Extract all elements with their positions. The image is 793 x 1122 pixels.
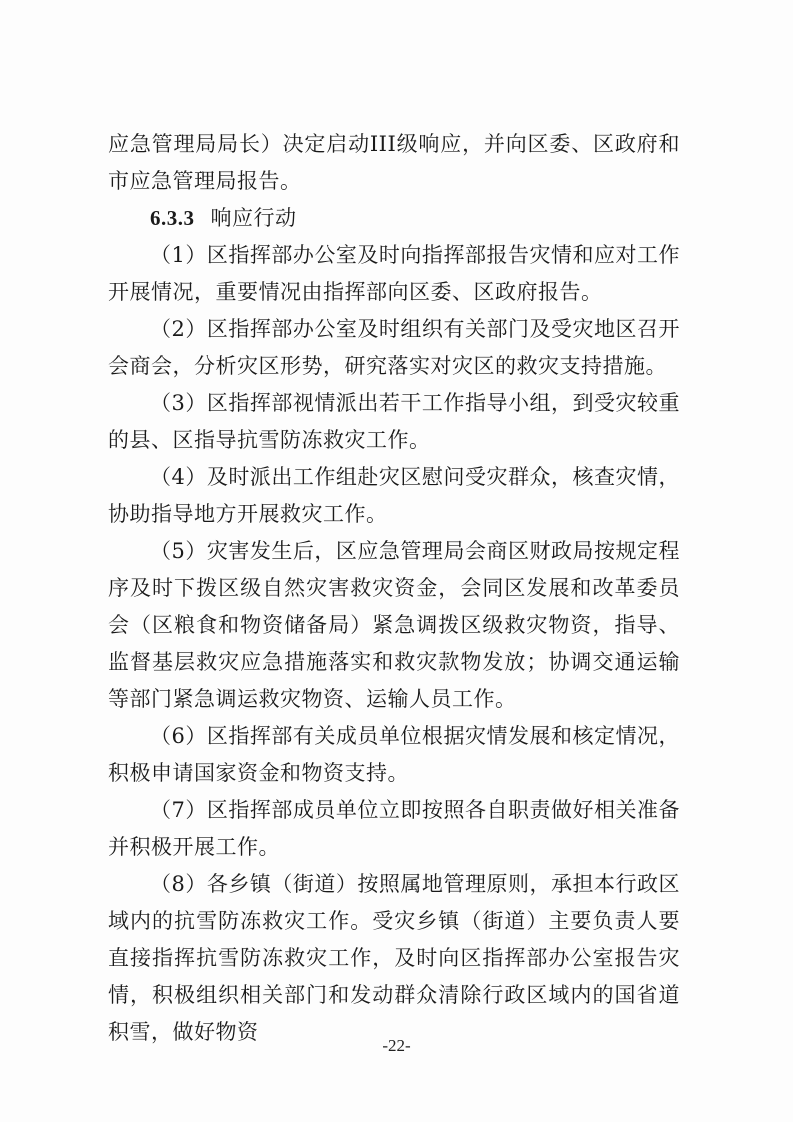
document-body — [108, 126, 680, 1051]
list-item-3: （3）区指挥部视情派出若干工作指导小组，到受灾较重的县、区指导抗雪防冻救灾工作。 — [108, 391, 680, 452]
list-item-7: （7）区指挥部成员单位立即按照各自职责做好相关准备并积极开展工作。 — [108, 798, 680, 859]
list-item-4: （4）及时派出工作组赴灾区慰问受灾群众，核查灾情，协助指导地方开展救灾工作。 — [108, 465, 680, 526]
section-heading — [108, 200, 680, 237]
intro-paragraph: 应急管理局局长）决定启动III级响应，并向区委、区政府和市应急管理局报告。 — [108, 132, 680, 193]
list-item-5: （5）灾害发生后，区应急管理局会商区财政局按规定程序及时下拨区级自然灾害救灾资金，会同区发展和改革委员会（区粮食和物资储备局）紧急调拨区级救灾物资，指导、监督基层救灾应急措施落实和救灾款物发放；协调交通运输等部门紧急调运救灾物资、运输人员工作。 — [108, 539, 680, 711]
section-title: 响应行动 — [210, 206, 297, 230]
list-item-1: （1）区指挥部办公室及时向指挥部报告灾情和应对工作开展情况，重要情况由指挥部向区委、区政府报告。 — [108, 243, 680, 304]
page-number: -22- — [382, 1036, 411, 1055]
list-item-2: （2）区指挥部办公室及时组织有关部门及受灾地区召开会商会，分析灾区形势，研究落实对灾区的救灾支持措施。 — [108, 317, 680, 378]
list-item-8: （8）各乡镇（街道）按照属地管理原则，承担本行政区域内的抗雪防冻救灾工作。受灾乡镇（街道）主要负责人要直接指挥抗雪防冻救灾工作，及时向区指挥部办公室报告灾情，积极组织相关部门和发动群众清除行政区域内的国省道积雪，做好物资 — [108, 872, 680, 1044]
list-item-6: （6）区指挥部有关成员单位根据灾情发展和核定情况，积极申请国家资金和物资支持。 — [108, 724, 680, 785]
section-number: 6.3.3 — [150, 206, 195, 230]
